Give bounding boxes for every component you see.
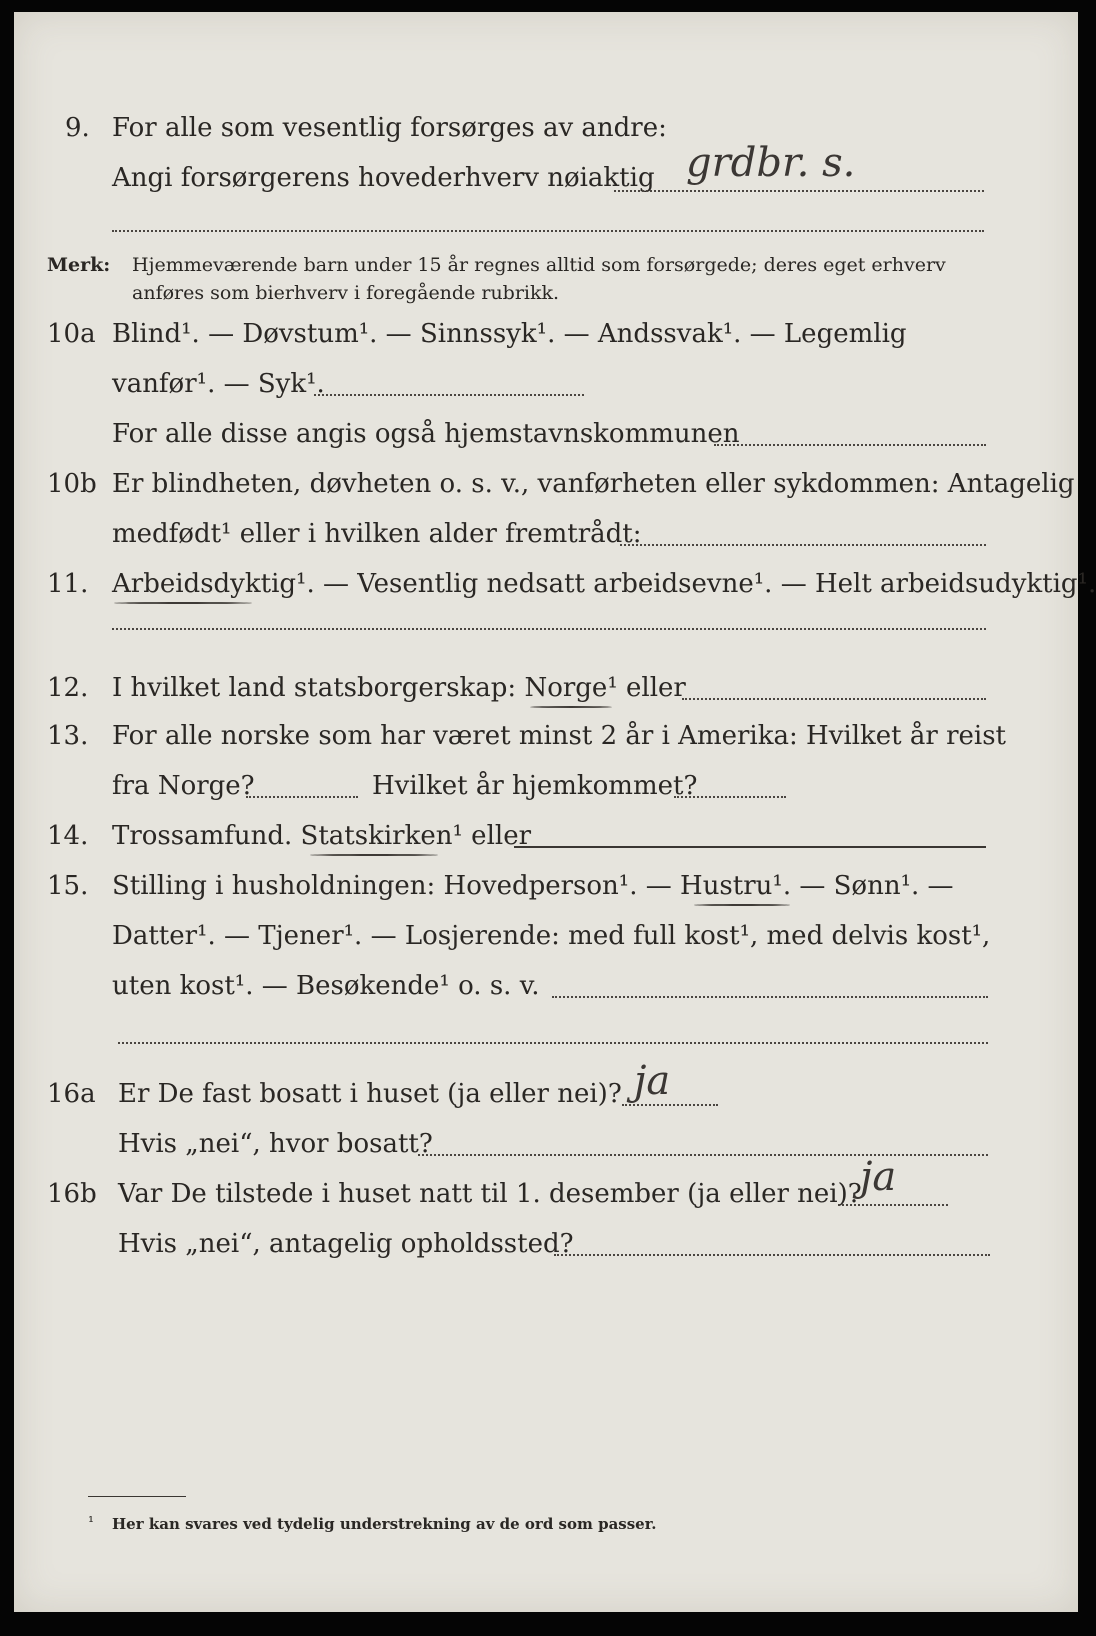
q10b-number: 10b: [47, 469, 97, 499]
q15-underline-hustru: [694, 904, 790, 906]
q16b-number: 16b: [47, 1179, 97, 1209]
q13-hjemkommet-blank: [674, 796, 786, 798]
q15-line1: Stilling i husholdningen: Hovedperson¹. — Hustru¹. — Sønn¹. —: [112, 871, 954, 901]
q13-line2b: Hvilket år hjemkommet?: [372, 771, 698, 801]
q16a-handwritten-answer: ja: [634, 1058, 671, 1104]
q10a-line1: Blind¹. — Døvstum¹. — Sinnssyk¹. — Andssvak¹. — Legemlig: [112, 319, 907, 349]
q12-number: 12.: [47, 673, 89, 703]
q9-answer-line: [614, 190, 984, 192]
q9-handwritten-answer: grdbr. s.: [686, 140, 856, 186]
q10b-line2: medfødt¹ eller i hvilken alder fremtrådt:: [112, 519, 642, 549]
merk-line1: Hjemmeværende barn under 15 år regnes alltid som forsørgede; deres eget erhverv: [132, 254, 946, 276]
q16b-line2: Hvis „nei“, antagelig opholdssted?: [118, 1229, 574, 1259]
q11-line1: Arbeidsdyktig¹. — Vesentlig nedsatt arbeidsevne¹. — Helt arbeidsudyktig¹.: [112, 569, 1096, 599]
q12-underline-norge: [530, 706, 612, 708]
q16a-number: 16a: [47, 1079, 96, 1109]
q10a-line2-blank: [314, 394, 584, 396]
q16b-handwritten-answer: ja: [860, 1154, 897, 1200]
q10a-line3-blank: [714, 444, 986, 446]
footnote-rule: [88, 1496, 186, 1497]
q14-line1: Trossamfund. Statskirken¹ eller: [112, 821, 532, 851]
q9-line2: Angi forsørgerens hovederhverv nøiaktig: [112, 163, 655, 193]
footnote-mark: ¹: [88, 1513, 95, 1531]
q13-number: 13.: [47, 721, 89, 751]
q11-number: 11.: [47, 569, 89, 599]
q15-line3-blank: [552, 996, 988, 998]
q12-blank: [682, 698, 986, 700]
q16a-line2-blank: [418, 1154, 988, 1156]
q14-number: 14.: [47, 821, 89, 851]
form-page: [14, 12, 1096, 1612]
q16a-answer-line: [622, 1104, 718, 1106]
q15-number: 15.: [47, 871, 89, 901]
q12-line1: I hvilket land statsborgerskap: Norge¹ eller: [112, 673, 686, 703]
q11-underline-arbeidsdyktig: [114, 602, 252, 604]
q16b-line2-blank: [554, 1254, 990, 1256]
q15-line3: uten kost¹. — Besøkende¹ o. s. v.: [112, 971, 540, 1001]
q16a-line2: Hvis „nei“, hvor bosatt?: [118, 1129, 433, 1159]
q10b-line2-blank: [620, 544, 986, 546]
q16b-answer-line: [838, 1204, 948, 1206]
q10a-number: 10a: [47, 319, 96, 349]
merk-label: Merk:: [47, 254, 111, 276]
q9-extra-line: [112, 230, 984, 232]
q9-line1: For alle som vesentlig forsørges av andre:: [112, 113, 667, 143]
q14-blank: [514, 846, 986, 848]
q14-underline-statskirken: [310, 854, 438, 856]
footnote-text: Her kan svares ved tydelig understrekning av de ord som passer.: [112, 1515, 657, 1533]
q9-number: 9.: [65, 113, 90, 143]
q11-extra-line: [112, 628, 986, 630]
q16b-line1: Var De tilstede i huset natt til 1. desember (ja eller nei)?: [118, 1179, 862, 1209]
q10a-line3: For alle disse angis også hjemstavnskommunen: [112, 419, 740, 449]
q16a-line1: Er De fast bosatt i huset (ja eller nei)?: [118, 1079, 622, 1109]
q13-line2a: fra Norge?: [112, 771, 255, 801]
q13-line1: For alle norske som har været minst 2 år i Amerika: Hvilket år reist: [112, 721, 1006, 751]
merk-line2: anføres som bierhverv i foregående rubrikk.: [132, 282, 560, 304]
q10b-line1: Er blindheten, døvheten o. s. v., vanførheten eller sykdommen: Antagelig: [112, 469, 1075, 499]
q15-line2: Datter¹. — Tjener¹. — Losjerende: med full kost¹, med delvis kost¹,: [112, 921, 991, 951]
q10a-line2: vanfør¹. — Syk¹.: [112, 369, 325, 399]
q13-reist-blank: [246, 796, 358, 798]
q15-extra-line: [118, 1042, 988, 1044]
